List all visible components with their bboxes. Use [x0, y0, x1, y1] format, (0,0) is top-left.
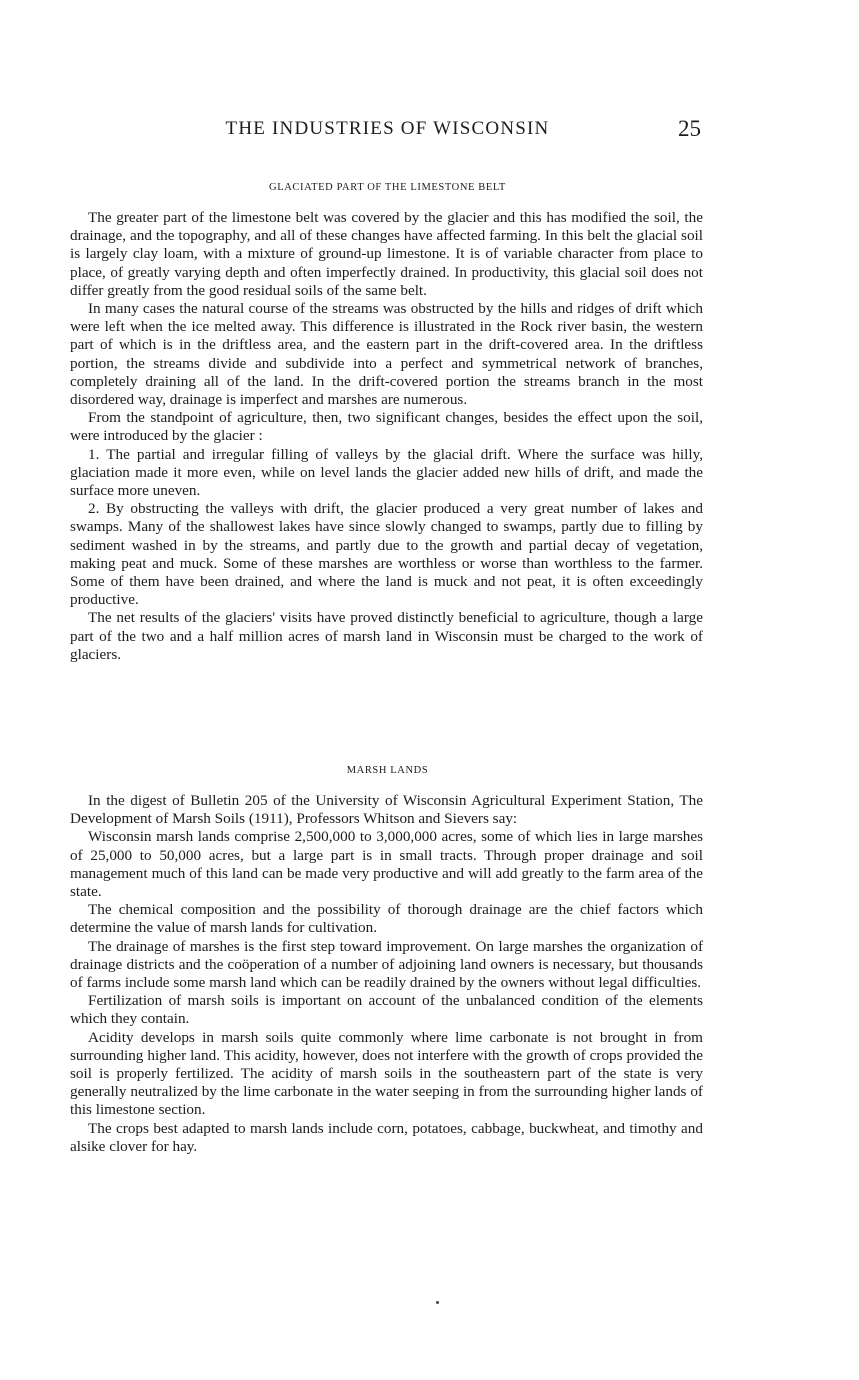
paragraph: The greater part of the limestone belt was covered by the glacier and this has modified the soil, the drainage, and the topography, and all of these changes have affected farming. In this belt the glacial soil is largely clay loam, with a mixture of ground-up limestone. It is of variable character from place to place, of greatly varying depth and often imperfectly drained. In productivity, this glacial soil does not differ greatly from the good residual soils of the same belt.: [70, 209, 703, 299]
paragraph: In many cases the natural course of the streams was obstructed by the hills and ridges of drift which were left when the ice melted away. This difference is illustrated in the Rock river basin, the western part of which is in the driftless area, and the eastern part in the drift-covered area. In the driftless portion, the streams divide and subdivide into a perfect and symmetrical network of branches, completely draining all of the land. In the drift-covered portion the streams branch in the most disordered way, drainage is imperfect and marshes are numerous.: [70, 300, 703, 409]
paragraph: The crops best adapted to marsh lands include corn, potatoes, cabbage, buckwheat, and timothy and alsike clover for hay.: [70, 1119, 703, 1155]
section-heading-marsh-lands: MARSH LANDS: [346, 765, 429, 776]
paragraph: 1. The partial and irregular filling of valleys by the glacial drift. Where the surface was hilly, glaciation made it more even, while on level lands the glacier added new hills of drift, and made the surface more uneven.: [70, 445, 703, 500]
section-body-marsh-lands: [70, 792, 703, 1156]
paragraph: In the digest of Bulletin 205 of the University of Wisconsin Agricultural Experiment Station, The Development of Marsh Soils (1911), Professors Whitson and Sievers say:: [70, 792, 703, 828]
paragraph: Wisconsin marsh lands comprise 2,500,000 to 3,000,000 acres, some of which lies in large marshes of 25,000 to 50,000 acres, but a large part is in small tracts. Through proper drainage and soil management much of this land can be made very productive and will add greatly to the farm area of the state.: [70, 828, 703, 901]
paragraph: Fertilization of marsh soils is important on account of the unbalanced condition of the elements which they contain.: [70, 992, 703, 1028]
section-body-glaciated: [70, 209, 703, 664]
paragraph: 2. By obstructing the valleys with drift, the glacier produced a very great number of lakes and swamps. Many of the shallowest lakes have since slowly changed to swamps, partly due to filling by sediment washed in by the streams, and partly due to the growth and partial decay of vegetation, making peat and muck. Some of these marshes are worthless or worse than worthless to the farmer. Some of them have been drained, and where the land is muck and not peat, it is often exceedingly productive.: [70, 500, 703, 609]
paragraph: From the standpoint of agriculture, then, two significant changes, besides the effect upon the soil, were introduced by the glacier :: [70, 409, 703, 445]
section-heading-glaciated: GLACIATED PART OF THE LIMESTONE BELT: [269, 182, 506, 193]
print-speck: [436, 1301, 439, 1304]
paragraph: The chemical composition and the possibility of thorough drainage are the chief factors which determine the value of marsh lands for cultivation.: [70, 901, 703, 937]
paragraph: Acidity develops in marsh soils quite commonly where lime carbonate is not brought in from surrounding higher land. This acidity, however, does not interfere with the growth of crops provided the soil is properly fertilized. The acidity of marsh soils in the southeastern part of the state is very generally neutralized by the lime carbonate in the water seeping in from the surrounding higher lands of this limestone section.: [70, 1028, 703, 1119]
page-number: 25: [678, 116, 701, 141]
paragraph: The drainage of marshes is the first step toward improvement. On large marshes the organization of drainage districts and the coöperation of a number of adjoining land owners is necessary, but thousands of farms include some marsh land which can be readily drained by the owners without legal difficulties.: [70, 937, 703, 992]
running-title: THE INDUSTRIES OF WISCONSIN: [225, 118, 550, 139]
running-head: [70, 116, 705, 146]
paragraph: The net results of the glaciers' visits have proved distinctly beneficial to agriculture, though a large part of the two and a half million acres of marsh land in Wisconsin must be charged to the work of glaciers.: [70, 609, 703, 663]
